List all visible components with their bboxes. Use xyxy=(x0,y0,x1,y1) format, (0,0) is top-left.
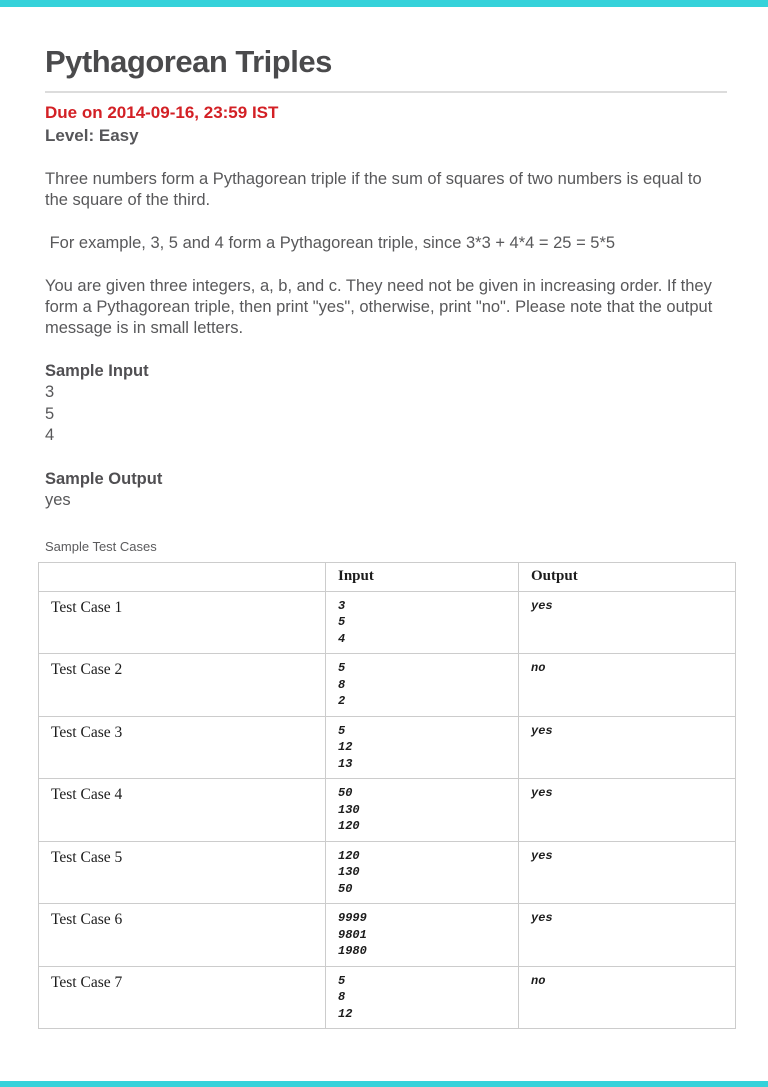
input-value-line: 5 xyxy=(338,615,346,630)
paragraph: For example, 3, 5 and 4 form a Pythagorean triple, since 3*3 + 4*4 = 25 = 5*5 xyxy=(45,233,616,252)
input-value-line: 4 xyxy=(338,631,346,646)
test-case-label: Test Case 4 xyxy=(39,779,326,842)
test-case-input xyxy=(326,841,519,904)
test-case-input xyxy=(326,779,519,842)
test-case-label: Test Case 3 xyxy=(39,716,326,779)
test-case-input xyxy=(326,591,519,654)
test-cases-header-row xyxy=(39,562,736,591)
sample-output-lines xyxy=(45,490,727,512)
test-cases-body xyxy=(39,591,736,1029)
table-row xyxy=(39,654,736,717)
sample-value-line: yes xyxy=(45,491,71,510)
sample-input-heading: Sample Input xyxy=(45,361,149,380)
test-cases-caption: Sample Test Cases xyxy=(45,538,157,554)
input-value-line: 5 xyxy=(338,723,346,738)
input-value-line: 9801 xyxy=(338,927,367,942)
table-row xyxy=(39,779,736,842)
test-case-input xyxy=(326,904,519,967)
input-value-line: 13 xyxy=(338,756,353,771)
input-value-line: 50 xyxy=(338,786,353,801)
sample-input-lines xyxy=(45,382,727,447)
sample-value-line: 4 xyxy=(45,426,55,445)
due-date: Due on 2014-09-16, 23:59 IST xyxy=(45,103,279,123)
test-case-output: yes xyxy=(519,779,736,842)
test-case-output: yes xyxy=(519,716,736,779)
accent-bar-bottom xyxy=(0,1081,768,1087)
column-header: Output xyxy=(519,562,736,591)
input-value-line: 8 xyxy=(338,677,346,692)
input-value-line: 1980 xyxy=(338,944,367,959)
input-value-line: 5 xyxy=(338,973,346,988)
test-case-input xyxy=(326,966,519,1029)
test-case-input xyxy=(326,716,519,779)
test-case-output: no xyxy=(519,966,736,1029)
title-divider xyxy=(45,91,727,93)
input-value-line: 5 xyxy=(338,661,346,676)
test-case-label: Test Case 1 xyxy=(39,591,326,654)
input-value-line: 12 xyxy=(338,1006,353,1021)
table-row xyxy=(39,716,736,779)
test-case-output: yes xyxy=(519,841,736,904)
input-value-line: 120 xyxy=(338,819,360,834)
input-value-line: 50 xyxy=(338,881,353,896)
column-header xyxy=(39,562,326,591)
test-case-output: yes xyxy=(519,591,736,654)
test-case-output: no xyxy=(519,654,736,717)
test-cases-table xyxy=(38,562,736,1030)
sample-value-line: 3 xyxy=(45,383,55,402)
table-row xyxy=(39,841,736,904)
input-value-line: 130 xyxy=(338,802,360,817)
paragraph: Three numbers form a Pythagorean triple if the sum of squares of two numbers is equal to the square of the third. xyxy=(45,169,707,209)
table-row xyxy=(39,904,736,967)
problem-paragraphs xyxy=(45,169,727,339)
input-value-line: 130 xyxy=(338,865,360,880)
test-case-label: Test Case 5 xyxy=(39,841,326,904)
table-row xyxy=(39,591,736,654)
input-value-line: 2 xyxy=(338,694,346,709)
column-header: Input xyxy=(326,562,519,591)
level: Level: Easy xyxy=(45,126,139,146)
input-value-line: 3 xyxy=(338,598,346,613)
test-case-label: Test Case 6 xyxy=(39,904,326,967)
accent-bar-top xyxy=(0,0,768,7)
test-case-label: Test Case 2 xyxy=(39,654,326,717)
test-case-output: yes xyxy=(519,904,736,967)
input-value-line: 9999 xyxy=(338,911,367,926)
page-title: Pythagorean Triples xyxy=(45,44,332,79)
document-body xyxy=(45,7,727,1029)
input-value-line: 120 xyxy=(338,848,360,863)
test-case-label: Test Case 7 xyxy=(39,966,326,1029)
table-row xyxy=(39,966,736,1029)
paragraph: You are given three integers, a, b, and c. They need not be given in increasing order. If they form a Pythagorean triple, then print "yes", otherwise, print "no". Please note that the output message is in small letters. xyxy=(45,276,717,337)
input-value-line: 8 xyxy=(338,990,346,1005)
sample-output-heading: Sample Output xyxy=(45,469,163,488)
sample-value-line: 5 xyxy=(45,404,55,423)
input-value-line: 12 xyxy=(338,740,353,755)
test-case-input xyxy=(326,654,519,717)
